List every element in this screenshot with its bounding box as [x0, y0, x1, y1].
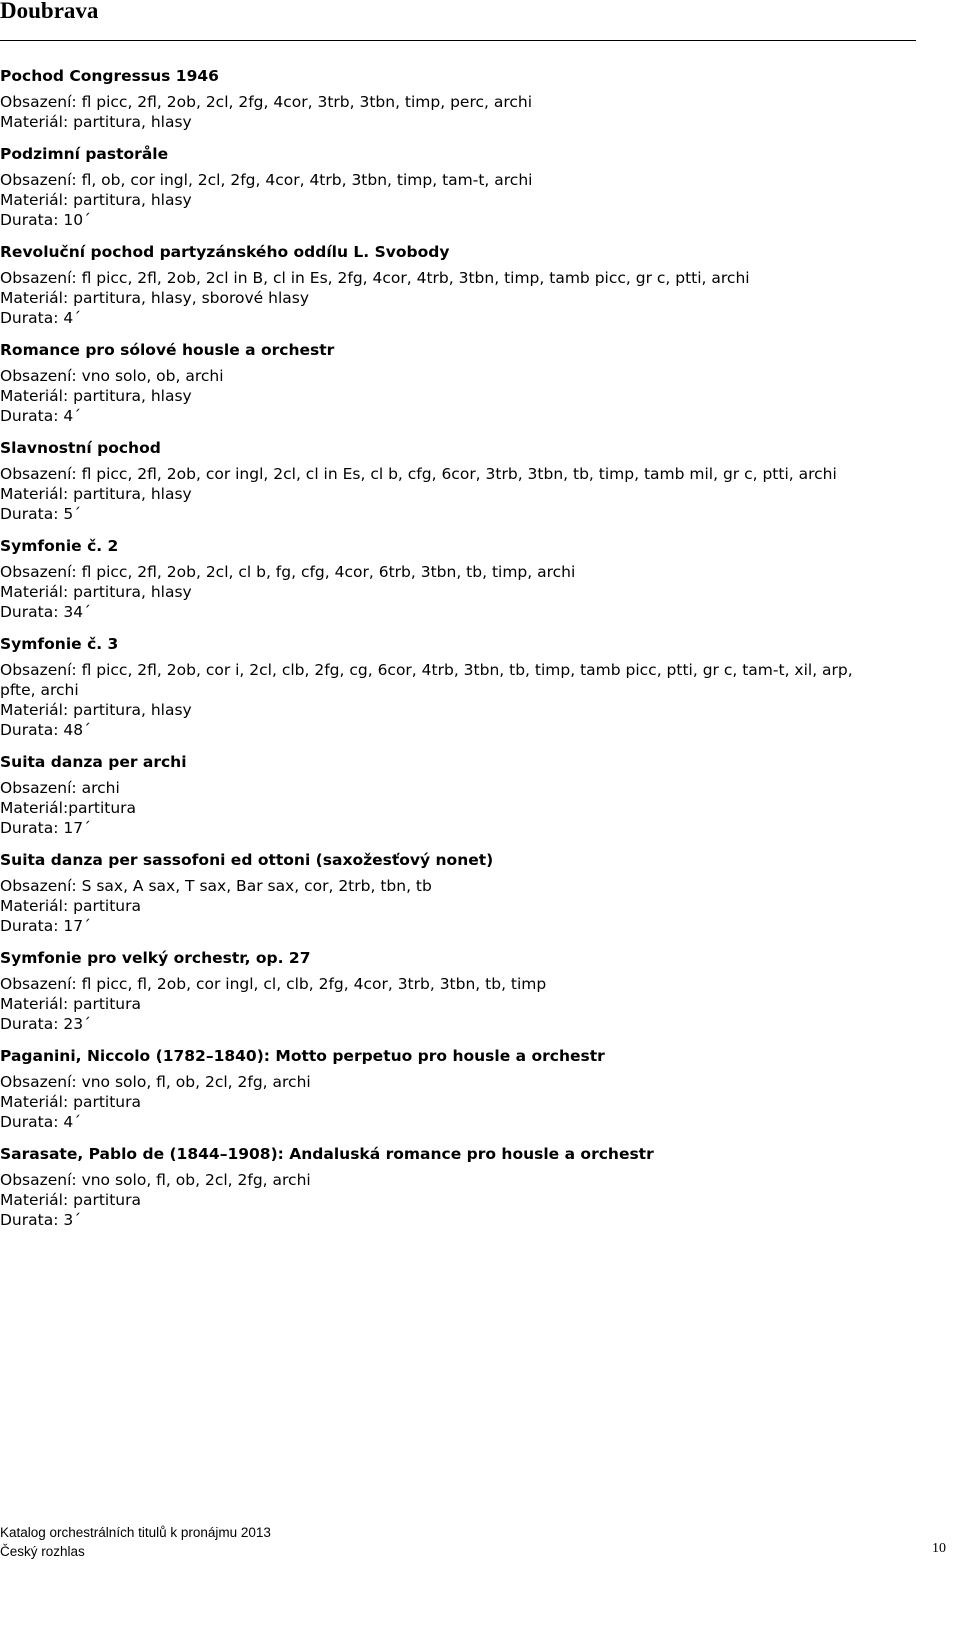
entry-detail-line: Materiál: partitura, hlasy	[0, 191, 192, 209]
entry-detail-line: Obsazení: S sax, A sax, T sax, Bar sax, cor, 2trb, tbn, tb	[0, 877, 432, 895]
entry-detail-line: Obsazení: fl picc, 2fl, 2ob, cor ingl, 2cl, cl in Es, cl b, cfg, 6cor, 3trb, 3tbn, tb, timp, tamb mil, gr c, ptti, archi	[0, 465, 837, 483]
entry-detail-line: Durata: 17´	[0, 917, 91, 935]
entry-title: Revoluční pochod partyzánského oddílu L. Svobody	[0, 243, 450, 261]
entry-title: Symfonie pro velký orchestr, op. 27	[0, 949, 311, 967]
entry-title: Symfonie č. 3	[0, 635, 119, 653]
entry-detail-line: Materiál: partitura, hlasy	[0, 387, 192, 405]
catalog-entry	[0, 1046, 940, 1132]
entry-detail-line: Materiál: partitura, hlasy	[0, 485, 192, 503]
entry-title: Slavnostní pochod	[0, 439, 161, 457]
entry-detail-line: Durata: 23´	[0, 1015, 91, 1033]
catalog-entry	[0, 850, 940, 936]
footer-catalog-name: Katalog orchestrálních titulů k pronájmu 2013	[0, 1525, 271, 1540]
page-number: 10	[932, 1541, 946, 1556]
entry-detail-line: Durata: 4´	[0, 309, 81, 327]
catalog-list	[0, 66, 940, 1242]
entry-detail-line: Durata: 3´	[0, 1211, 81, 1229]
page-footer	[0, 1523, 930, 1561]
entry-detail-line: Obsazení: vno solo, fl, ob, 2cl, 2fg, archi	[0, 1171, 311, 1189]
entry-detail-line: Materiál: partitura	[0, 995, 141, 1013]
entry-detail-line: pfte, archi	[0, 681, 79, 699]
entry-detail-line: Obsazení: fl, ob, cor ingl, 2cl, 2fg, 4cor, 4trb, 3tbn, timp, tam-t, archi	[0, 171, 533, 189]
catalog-entry	[0, 948, 940, 1034]
entry-detail-line: Durata: 10´	[0, 211, 91, 229]
entry-detail-line: Obsazení: archi	[0, 779, 120, 797]
entry-title: Sarasate, Pablo de (1844–1908): Andaluská romance pro housle a orchestr	[0, 1145, 654, 1163]
catalog-entry	[0, 242, 940, 328]
entry-detail-line: Materiál: partitura	[0, 897, 141, 915]
catalog-entry	[0, 1144, 940, 1230]
entry-detail-line: Obsazení: fl picc, fl, 2ob, cor ingl, cl, clb, 2fg, 4cor, 3trb, 3tbn, tb, timp	[0, 975, 547, 993]
entry-detail-line: Materiál: partitura, hlasy, sborové hlasy	[0, 289, 309, 307]
entry-title: Suita danza per sassofoni ed ottoni (saxožesťový nonet)	[0, 851, 494, 869]
entry-detail-line: Obsazení: fl picc, 2fl, 2ob, 2cl, 2fg, 4cor, 3trb, 3tbn, timp, perc, archi	[0, 93, 533, 111]
entry-detail-line: Materiál: partitura	[0, 1093, 141, 1111]
catalog-entry	[0, 144, 940, 230]
entry-detail-line: Durata: 48´	[0, 721, 91, 739]
entry-detail-line: Durata: 4´	[0, 1113, 81, 1131]
page-title: Doubrava	[0, 0, 99, 23]
entry-title: Pochod Congressus 1946	[0, 67, 219, 85]
entry-detail-line: Durata: 5´	[0, 505, 81, 523]
catalog-entry	[0, 438, 940, 524]
entry-detail-line: Obsazení: fl picc, 2fl, 2ob, 2cl, cl b, fg, cfg, 4cor, 6trb, 3tbn, tb, timp, archi	[0, 563, 576, 581]
entry-detail-line: Materiál: partitura, hlasy	[0, 583, 192, 601]
catalog-entry	[0, 634, 940, 740]
entry-title: Paganini, Niccolo (1782–1840): Motto perpetuo pro housle a orchestr	[0, 1047, 605, 1065]
catalog-entry	[0, 752, 940, 838]
entry-title: Suita danza per archi	[0, 753, 187, 771]
catalog-entry	[0, 340, 940, 426]
entry-detail-line: Obsazení: fl picc, 2fl, 2ob, 2cl in B, cl in Es, 2fg, 4cor, 4trb, 3tbn, timp, tamb picc, gr c, ptti, archi	[0, 269, 750, 287]
entry-detail-line: Obsazení: vno solo, fl, ob, 2cl, 2fg, archi	[0, 1073, 311, 1091]
entry-detail-line: Materiál: partitura	[0, 1191, 141, 1209]
entry-detail-line: Obsazení: vno solo, ob, archi	[0, 367, 224, 385]
entry-title: Romance pro sólové housle a orchestr	[0, 341, 335, 359]
entry-title: Symfonie č. 2	[0, 537, 119, 555]
catalog-entry	[0, 66, 940, 132]
catalog-entry	[0, 536, 940, 622]
footer-publisher: Český rozhlas	[0, 1544, 85, 1559]
entry-detail-line: Materiál: partitura, hlasy	[0, 701, 192, 719]
page-header	[0, 0, 916, 41]
entry-detail-line: Obsazení: fl picc, 2fl, 2ob, cor i, 2cl, clb, 2fg, cg, 6cor, 4trb, 3tbn, tb, timp, tamb picc, ptti, gr c, tam-t, xil, arp,	[0, 661, 853, 679]
entry-detail-line: Durata: 34´	[0, 603, 91, 621]
entry-title: Podzimní pastoråle	[0, 145, 169, 163]
entry-detail-line: Materiál:partitura	[0, 799, 137, 817]
entry-detail-line: Durata: 17´	[0, 819, 91, 837]
entry-detail-line: Materiál: partitura, hlasy	[0, 113, 192, 131]
entry-detail-line: Durata: 4´	[0, 407, 81, 425]
